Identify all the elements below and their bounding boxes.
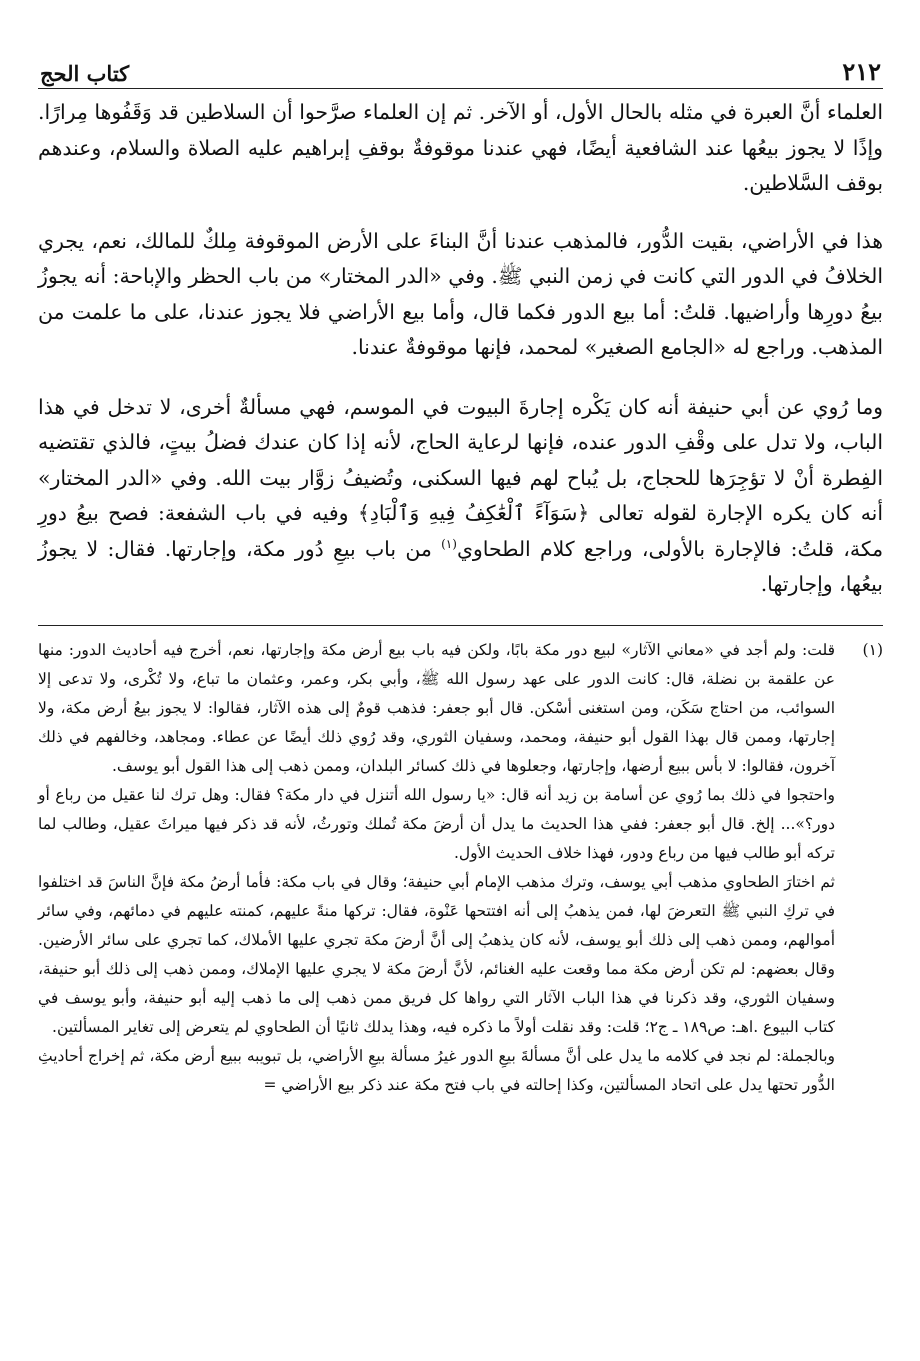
footnote-body xyxy=(38,636,835,1100)
paragraph-2: هذا في الأراضي، بقيت الدُّور، فالمذهب عندنا أنَّ البناءَ على الأرض الموقوفة مِلكٌ للمالك، نعم، يجري الخلافُ في الدور التي كانت في زمن النبي ﷺ. وفي «الدر المختار» من باب الحظر والإباحة: أنه يجوزُ بيعُ دورِها وأراضيها. قلتُ: أما بيع الدور فكما قال، وأما بيع الأراضي فلا يجوز عندنا، على ما علمت من المذهب. وراجع له «الجامع الصغير» لمحمد، فإنها موقوفةٌ عندنا. xyxy=(38,228,883,359)
book-page xyxy=(38,38,883,1100)
footnote xyxy=(38,636,883,1100)
book-title: كتاب الحج xyxy=(40,61,130,86)
paragraph-3-text-after-ref: من باب بيعِ دُور مكة، وإجارتها. فقال: لا يجوزُ بيعُها، وإجارتها. xyxy=(38,536,883,596)
page-header xyxy=(38,38,883,89)
footnote-number: (١) xyxy=(862,640,883,659)
footnote-paragraph: قلت: ولم أجد في «معاني الآثار» لبيع دور مكة بابًا، ولكن فيه باب بيع أرض مكة وإجارتها، نعم، أخرج فيه أحاديث الدور: منها عن علقمة بن نضلة، قال: كانت الدور على عهد رسول الله ﷺ، وأبي بكر، وعمر، وعثمان ما تباع، ولا تُكْرى، ولا تدعى إلا السوائب، من احتاج سَكَن، ومن استغنى أسْكن. قال أبو جعفر: فذهب قومٌ إلى هذه الآثار، فقالوا: لا يجوز بيعُ أرض مكة، ولا إجارتها، وممن قال بهذا القول أبو حنيفة، ومحمد، وسفيان الثوري، وقد رُوي ذلك أيضًا عن عطاء. ومجاهد، وخالفهم في ذلك آخرون، فقالوا: لا بأس ببيع أرضها، وإجارتها، وجعلوها في ذلك كسائر البلدان، وممن ذهب إلى هذا القول أبو يوسف. xyxy=(38,640,835,775)
footnote-reference: (١) xyxy=(441,536,457,551)
footnote-separator xyxy=(38,625,883,626)
paragraph-1: العلماء أنَّ العبرة في مثله بالحال الأول، أو الآخر. ثم إن العلماء صرَّحوا أن السلاطين قد وَقَفُوها مِرارًا. وإذًا لا يجوز بيعُها عند الشافعية أيضًا، فهي عندنا موقوفةٌ بوقفِ إبراهيم عليه الصلاة والسلام، وعندهم بوقف السَّلاطين. xyxy=(38,100,883,195)
main-text xyxy=(38,95,883,603)
page-number: ٢١٢ xyxy=(842,57,881,86)
footnote-paragraph: ثم اختارَ الطحاوي مذهب أبي يوسف، وترك مذهب الإمام أبي حنيفة؛ وقال في باب مكة: فأما أرضُ مكة فإنَّ الناسَ قد اختلفوا في تركِ النبي ﷺ التعرضَ لها، فمن يذهبُ إلى أنه افتتحها عَنْوة، فقال: تركها منةً عليهم، كمنته عليهم في دمائهم، وفي سائر أموالهم، وممن ذهب إلى ذلك أبو يوسف، لأنه كان يذهبُ إلى أنَّ أرضَ مكة تجري عليها الأملاك، كما تجري على سائر الأرضين. وقال بعضهم: لم تكن أرض مكة مما وقعت عليه الغنائم، لأنَّ أرضَ مكة لا يجري عليها الإملاك، وممن ذهب إلى ذلك أبو حنيفة، وسفيان الثوري، وقد ذكرنا في هذا الباب الآثار التي رواها كل فريق ممن ذهب إلى ما ذهب إليه أبو حنيفة، وأبو يوسف في كتاب البيوع .اهـ: ص١٨٩ ـ ج٢؛ قلت: وقد نقلت أولاً ما ذكره فيه، وهذا يدلك ثانيًا أن الطحاوي لم يتعرض إلى تغاير المسألتين. xyxy=(38,872,835,1036)
footnote-paragraph: واحتجوا في ذلك بما رُوي عن أسامة بن زيد أنه قال: «يا رسول الله أتنزل في دار مكة؟ فقال: وهل ترك لنا عقيل من رباع أو دور؟»... إلخ. قال أبو جعفر: ففي هذا الحديث ما يدل أن أرضَ مكة تُملك وتورثُ، لأنه قد ذكر فيها ميراثَ عقيل، وطالب لما تركه أبو طالب فيها من رباع ودور، فهذا خلاف الحديث الأول. xyxy=(38,785,835,862)
paragraph-3-text-before-ref: وما رُوي عن أبي حنيفة أنه كان يَكْره إجارةَ البيوت في الموسم، فهي مسألةٌ أخرى، لا تدخل في هذا الباب، ولا تدل على وقْفِ الدور عنده، فإنها لرعاية الحاج، لأنه إذا كان عندك فضلُ بيتٍ، فالذي تقتضيه الفِطرة أنْ لا تؤجِرَها للحجاج، بل يُباح لهم فيها السكنى، وتُضيفُ زوَّار بيت الله. وفي «الدر المختار» أنه كان يكره الإجارة لقوله تعالى ﴿سَوَآءً ٱلْعَٰكِفُ فِيهِ وَٱلْبَادِ﴾ وفيه في باب الشفعة: فصح بيعُ دورِ مكة، قلتُ: فالإجارة بالأولى، وراجع كلام الطحاوي xyxy=(38,394,883,561)
paragraph-3 xyxy=(38,390,883,603)
footnote-paragraph: وبالجملة: لم نجد في كلامه ما يدل على أنَّ مسألةَ بيعِ الدور غيرُ مسألة بيعِ الأراضي، بل تبويبه ببيع أرض مكة، ثم إخراج أحاديثِ الدُّور تحتها يدل على اتحاد المسألتين، وكذا إحالته في باب فتح مكة عند ذكر بيع الأراضي = xyxy=(38,1046,835,1094)
